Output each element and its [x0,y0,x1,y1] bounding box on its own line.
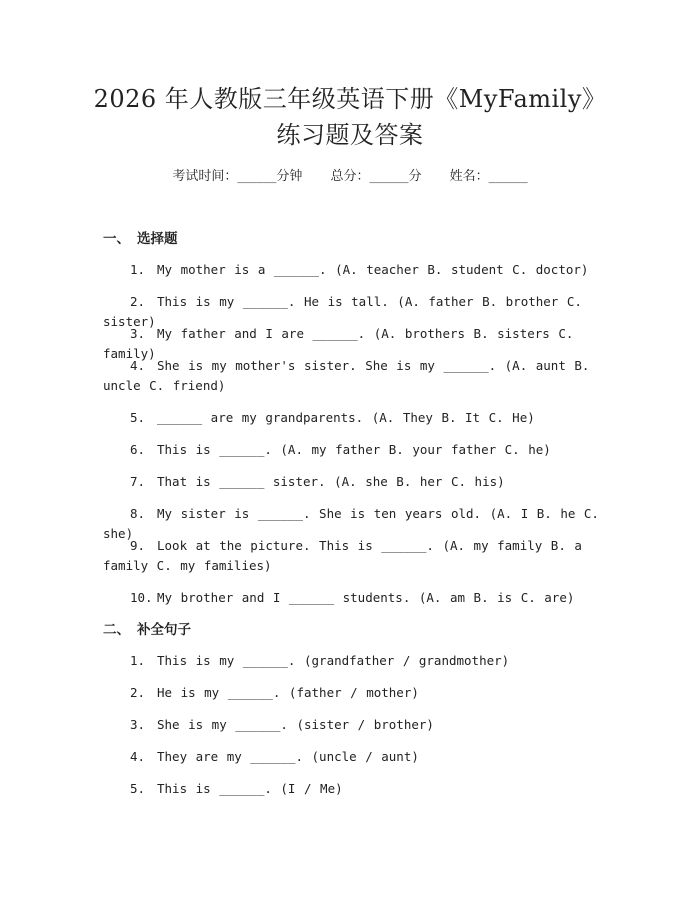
question-number: 3. [130,326,146,341]
section-title: 补全句子 [137,622,191,638]
exam-info-line [60,167,640,187]
question-number: 2. [130,685,146,700]
question-number: 8. [130,506,146,521]
question-item [103,408,603,428]
question-text: She is my mother's sister. She is my ______. (A. aunt B. uncle C. friend) [103,358,590,393]
question-number: 7. [130,474,146,489]
question-number: 9. [130,538,146,553]
question-number: 1. [130,653,146,668]
question-number: 4. [130,358,146,373]
section-number: 一、 [103,231,130,247]
question-text: She is my ______. (sister / brother) [157,717,434,732]
question-text: This is ______. (A. my father B. your father C. he) [157,442,551,457]
question-text: This is my ______. (grandfather / grandmother) [157,653,510,668]
section-number: 二、 [103,622,130,638]
question-number: 1. [130,262,146,277]
question-text: Look at the picture. This is ______. (A. my family B. a family C. my families) [103,538,582,573]
question-text: My mother is a ______. (A. teacher B. student C. doctor) [157,262,589,277]
total-score: 总分：______分 [330,169,422,184]
question-item [103,472,603,492]
section-title: 选择题 [137,231,178,247]
question-text: He is my ______. (father / mother) [157,685,419,700]
question-item [103,747,603,767]
document-title-line-1: 2026 年人教版三年级英语下册《MyFamily》 [93,85,607,113]
section-heading-complete [103,620,191,640]
student-name: 姓名：______ [449,169,528,184]
question-number: 5. [130,781,146,796]
question-item [103,779,603,799]
question-item [103,356,603,395]
question-text: My sister is ______. She is ten years old. (A. I B. he C. she) [103,506,599,541]
question-text: That is ______ sister. (A. she B. her C. his) [157,474,505,489]
question-number: 2. [130,294,146,309]
question-text: They are my ______. (uncle / aunt) [157,749,419,764]
question-item [103,651,603,671]
question-text: My brother and I ______ students. (A. am B. is C. are) [157,590,575,605]
question-number: 4. [130,749,146,764]
question-item [103,260,603,280]
section-heading-choice [103,229,178,249]
question-text: My father and I are ______. (A. brothers B. sisters C. family) [103,326,574,361]
question-text: This is ______. (I / Me) [157,781,343,796]
exam-time: 考试时间：______分钟 [172,169,303,184]
question-number: 3. [130,717,146,732]
question-text: This is my ______. He is tall. (A. father B. brother C. sister) [103,294,582,329]
question-item [103,536,603,575]
question-text: ______ are my grandparents. (A. They B. It C. He) [157,410,535,425]
question-item [103,588,603,608]
question-number: 6. [130,442,146,457]
question-item [103,440,603,460]
question-item [103,683,603,703]
question-item [103,715,603,735]
question-number: 5. [130,410,146,425]
document-title-line-2: 练习题及答案 [276,121,424,149]
question-number: 10. [130,590,153,605]
